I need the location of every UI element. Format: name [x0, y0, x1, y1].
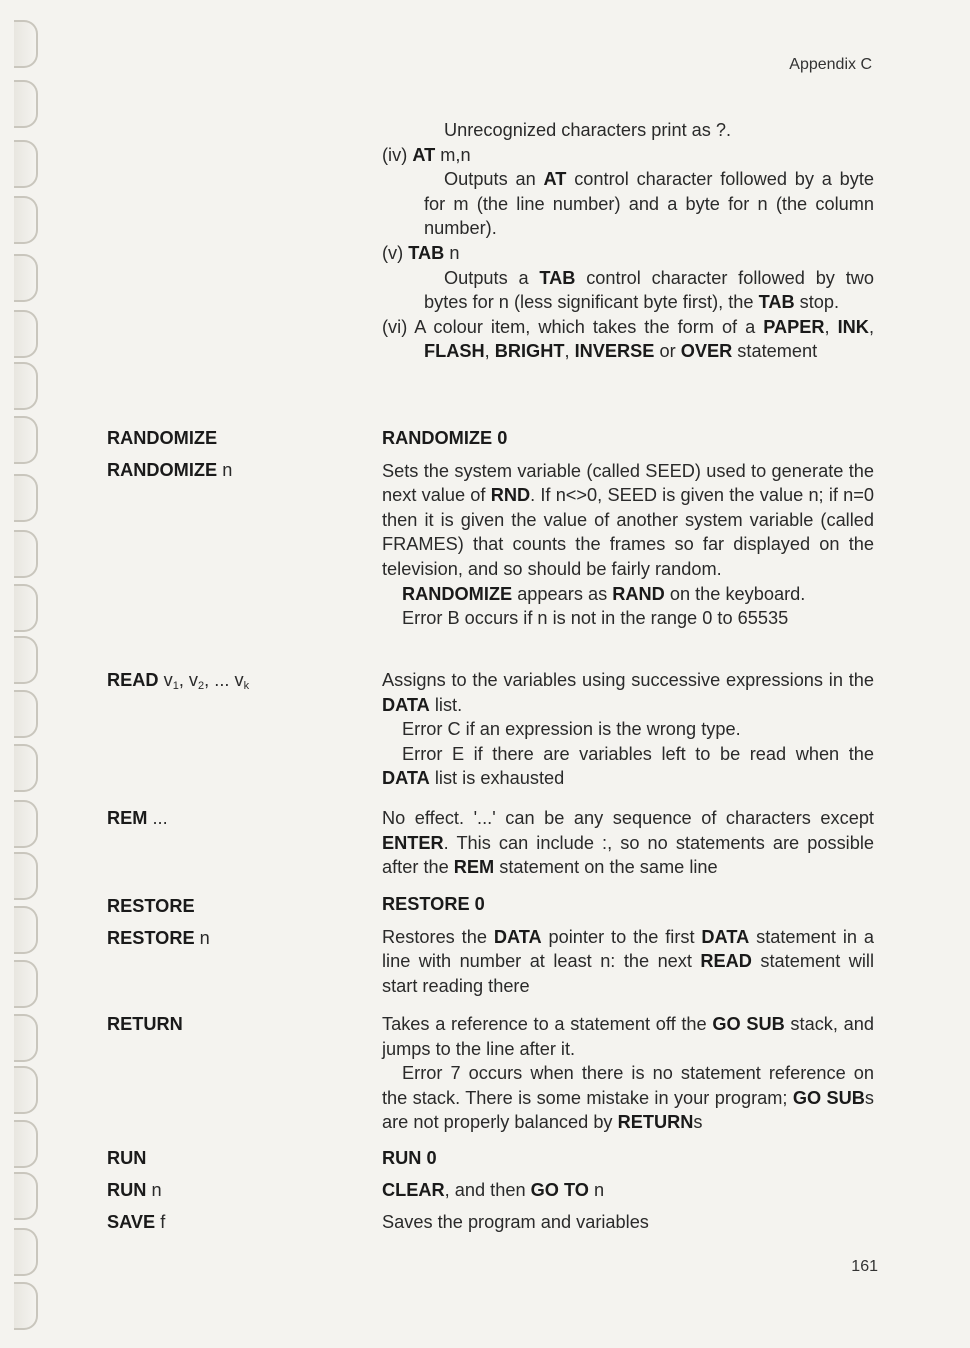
keyword: TAB — [758, 292, 795, 313]
args: , ... v — [204, 670, 244, 690]
args: 0 — [469, 894, 485, 914]
text: Outputs an — [444, 169, 544, 190]
text: Restores the — [382, 926, 494, 947]
text: s — [693, 1112, 703, 1133]
running-header: Appendix C — [789, 56, 872, 73]
text: , — [824, 316, 838, 337]
term: RUN — [107, 1148, 147, 1168]
args: f — [155, 1212, 166, 1232]
text: . If n<>0, SEED is given the value n; if n=0 then it is given the value of another system variable (called FRAMES) that counts the frames so far displayed on the television, and so should be fairly random. — [382, 485, 874, 579]
keyword: GO TO — [530, 1180, 589, 1200]
binding-ring — [14, 1172, 38, 1220]
keyword: READ — [700, 951, 752, 972]
args: m,n — [435, 144, 471, 165]
keyword: RUN — [382, 1148, 422, 1168]
text: , — [868, 316, 874, 337]
entry-rem-desc — [382, 806, 874, 880]
text: . This can include :, so no statements are possible after the — [382, 832, 874, 878]
text: No effect. '...' can be any sequence of characters except — [382, 808, 874, 828]
args: v — [158, 670, 173, 690]
binding-ring — [14, 416, 38, 464]
binding-ring — [14, 1228, 38, 1276]
binding-ring — [14, 1066, 38, 1114]
args: 0 — [492, 428, 508, 448]
text: , — [484, 341, 495, 362]
term: SAVE — [107, 1212, 156, 1232]
text: Error E if there are variables left to be read when the — [402, 743, 874, 764]
binding-ring — [14, 800, 38, 848]
term: RESTORE — [107, 928, 195, 948]
item-iv-text — [382, 167, 874, 241]
binding-ring — [14, 636, 38, 684]
text: stop. — [794, 292, 840, 313]
binding-ring — [14, 530, 38, 578]
entry-restore-desc — [382, 892, 874, 998]
spiral-binding — [0, 0, 60, 1348]
term: REM — [107, 808, 148, 828]
item-vi — [382, 315, 874, 364]
keyword: INVERSE — [574, 341, 655, 362]
entry-randomize-desc — [382, 426, 874, 631]
subscript: k — [243, 680, 250, 692]
args: n — [146, 1180, 162, 1200]
keyword: RETURN — [617, 1112, 694, 1133]
binding-ring — [14, 690, 38, 738]
description — [382, 1174, 874, 1206]
binding-ring — [14, 744, 38, 792]
unrecognized-note: Unrecognized characters print as ?. — [444, 120, 732, 140]
error-note: Error C if an expression is the wrong type. — [402, 719, 741, 740]
keyword: RANDOMIZE — [382, 428, 493, 448]
keyword: REM — [453, 857, 495, 878]
keyword: GO SUB — [712, 1014, 785, 1034]
term: RANDOMIZE — [107, 428, 218, 448]
args: n — [444, 242, 460, 263]
text: Outputs a — [444, 267, 540, 288]
text: n — [588, 1180, 605, 1200]
keyword: AT — [412, 144, 436, 165]
entry-run-save-desc — [382, 1142, 874, 1238]
term: RESTORE — [107, 896, 195, 916]
binding-ring — [14, 1120, 38, 1168]
item-iv — [382, 143, 874, 168]
description — [382, 925, 874, 999]
binding-ring — [14, 140, 38, 188]
item-v — [382, 241, 874, 266]
keyword: AT — [543, 169, 567, 190]
subscript: 2 — [198, 680, 205, 692]
keyword: RANDOMIZE — [402, 583, 513, 604]
term: RUN — [107, 1180, 147, 1200]
text: s are not properly balanced by — [382, 1087, 874, 1133]
args: 0 — [421, 1148, 437, 1168]
binding-ring — [14, 1282, 38, 1330]
text: statement will start reading there — [382, 951, 874, 996]
binding-ring — [14, 852, 38, 900]
args: ... — [147, 808, 168, 828]
binding-ring — [14, 310, 38, 358]
keyword: DATA — [382, 694, 430, 715]
syntax — [382, 1142, 874, 1174]
binding-ring — [14, 254, 38, 302]
item-label: (iv) — [382, 144, 408, 165]
page-number: 161 — [851, 1258, 878, 1275]
item-label: (v) — [382, 242, 404, 263]
syntax — [382, 892, 874, 917]
binding-ring — [14, 474, 38, 522]
binding-ring — [14, 906, 38, 954]
keyword: RESTORE — [382, 894, 470, 914]
keyword: CLEAR — [382, 1180, 445, 1200]
text: Error 7 occurs when there is no statement reference on the stack. There is some mistake in your program; — [382, 1063, 874, 1108]
keyword: DATA — [701, 926, 750, 947]
binding-ring — [14, 960, 38, 1008]
keyword: ENTER — [382, 832, 444, 853]
subscript: 1 — [172, 680, 179, 692]
note — [382, 582, 874, 607]
keyword: INK — [837, 316, 869, 337]
keyword: RAND — [612, 583, 665, 604]
binding-ring — [14, 1014, 38, 1062]
text: on the keyboard. — [664, 583, 806, 604]
text: list. — [429, 694, 463, 715]
entry-randomize-terms — [107, 422, 367, 486]
binding-ring — [14, 196, 38, 244]
text: Assigns to the variables using successive expressions in the — [382, 670, 874, 690]
text: , — [564, 341, 575, 362]
keyword: BRIGHT — [494, 341, 565, 362]
text: pointer to the first — [541, 926, 702, 947]
text: Sets the system variable (called SEED) used to generate the next value of — [382, 460, 874, 506]
text: control character followed by two bytes for n (less significant byte first), the — [424, 267, 874, 313]
text: statement on the same line — [494, 857, 718, 878]
args: n — [194, 928, 210, 948]
save-description: Saves the program and variables — [382, 1212, 649, 1232]
entry-return-term — [107, 1012, 367, 1037]
text: A colour item, which takes the form of a — [414, 316, 764, 337]
syntax — [382, 426, 874, 451]
keyword: TAB — [539, 267, 576, 288]
term: RETURN — [107, 1014, 183, 1034]
binding-ring — [14, 584, 38, 632]
text: Takes a reference to a statement off the — [382, 1014, 713, 1034]
args: n — [217, 460, 233, 480]
entry-run-save-terms — [107, 1142, 367, 1238]
description — [382, 668, 874, 717]
keyword: DATA — [493, 926, 542, 947]
keyword: FLASH — [424, 341, 485, 362]
binding-ring — [14, 80, 38, 128]
term: READ — [107, 670, 159, 690]
text: appears as — [512, 583, 613, 604]
description — [382, 459, 874, 582]
keyword: GO SUB — [792, 1087, 865, 1108]
entry-read-term — [107, 668, 367, 699]
description — [382, 806, 874, 880]
description — [382, 1012, 874, 1061]
text: , and then — [444, 1180, 531, 1200]
text: control character followed by a byte for m (the line number) and a byte for n (the column number). — [424, 169, 875, 239]
args: , v — [178, 670, 199, 690]
keyword: OVER — [680, 341, 733, 362]
item-label: (vi) — [382, 316, 408, 337]
keyword: TAB — [408, 242, 445, 263]
error-note — [382, 1061, 874, 1135]
entry-restore-terms — [107, 890, 367, 954]
entry-rem-term — [107, 806, 367, 831]
error-note — [382, 742, 874, 791]
text: list is exhausted — [429, 768, 565, 789]
keyword: PAPER — [763, 316, 825, 337]
print-items-continuation — [382, 118, 874, 364]
binding-ring — [14, 362, 38, 410]
text: statement — [732, 341, 818, 362]
keyword: DATA — [382, 768, 430, 789]
binding-ring — [14, 20, 38, 68]
text: or — [654, 341, 681, 362]
text: stack, and jumps to the line after it. — [382, 1014, 874, 1059]
keyword: RND — [490, 485, 531, 506]
term: RANDOMIZE — [107, 460, 218, 480]
entry-read-desc — [382, 668, 874, 791]
text: statement in a line with number at least n: the next — [382, 926, 874, 972]
item-v-text — [382, 266, 874, 315]
entry-return-desc — [382, 1012, 874, 1135]
error-note: Error B occurs if n is not in the range 0 to 65535 — [402, 608, 789, 629]
